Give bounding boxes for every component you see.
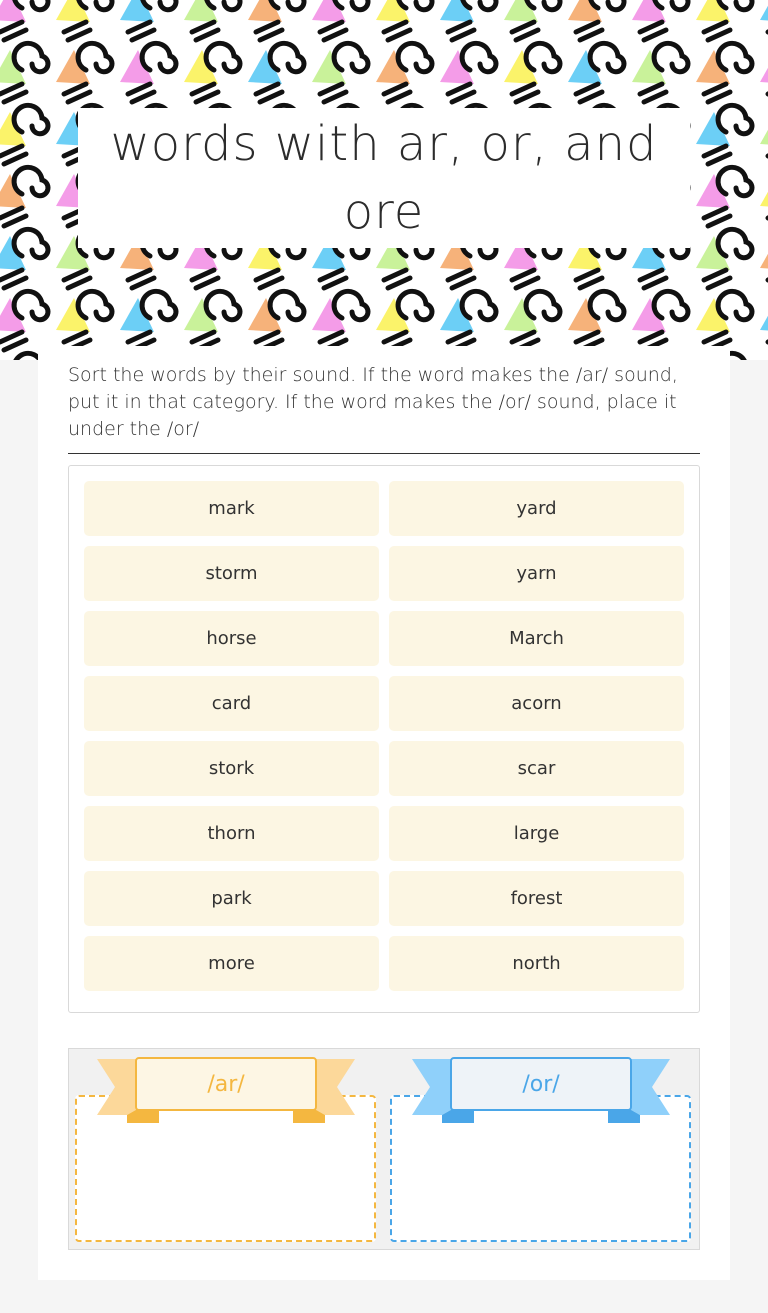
page-title: words with ar, or, and ore [110, 116, 658, 240]
word-tile[interactable]: acorn [389, 676, 684, 731]
divider [68, 453, 700, 454]
word-tile[interactable]: horse [84, 611, 379, 666]
word-tile[interactable]: stork [84, 741, 379, 796]
worksheet-card [38, 346, 730, 1280]
word-bank [68, 465, 700, 1013]
word-tile[interactable]: yard [389, 481, 684, 536]
word-tile[interactable]: forest [389, 871, 684, 926]
word-tile[interactable]: more [84, 936, 379, 991]
header-banner [0, 0, 768, 360]
word-tile[interactable]: scar [389, 741, 684, 796]
word-tile[interactable]: mark [84, 481, 379, 536]
category-label-ar: /ar/ [135, 1057, 317, 1111]
word-tile[interactable]: storm [84, 546, 379, 601]
instructions-text: Sort the words by their sound. If the word makes the /ar/ sound, put it in that category. If the word makes the /or/ sound, place it under the /or/ [68, 364, 678, 440]
title-box [78, 108, 690, 248]
word-tile[interactable]: north [389, 936, 684, 991]
word-tile[interactable]: large [389, 806, 684, 861]
word-tile[interactable]: thorn [84, 806, 379, 861]
category-label-or: /or/ [450, 1057, 632, 1111]
word-tile[interactable]: yarn [389, 546, 684, 601]
word-tile[interactable]: card [84, 676, 379, 731]
sort-area [68, 1048, 700, 1250]
word-tile[interactable]: park [84, 871, 379, 926]
word-grid [84, 481, 684, 991]
word-tile[interactable]: March [389, 611, 684, 666]
